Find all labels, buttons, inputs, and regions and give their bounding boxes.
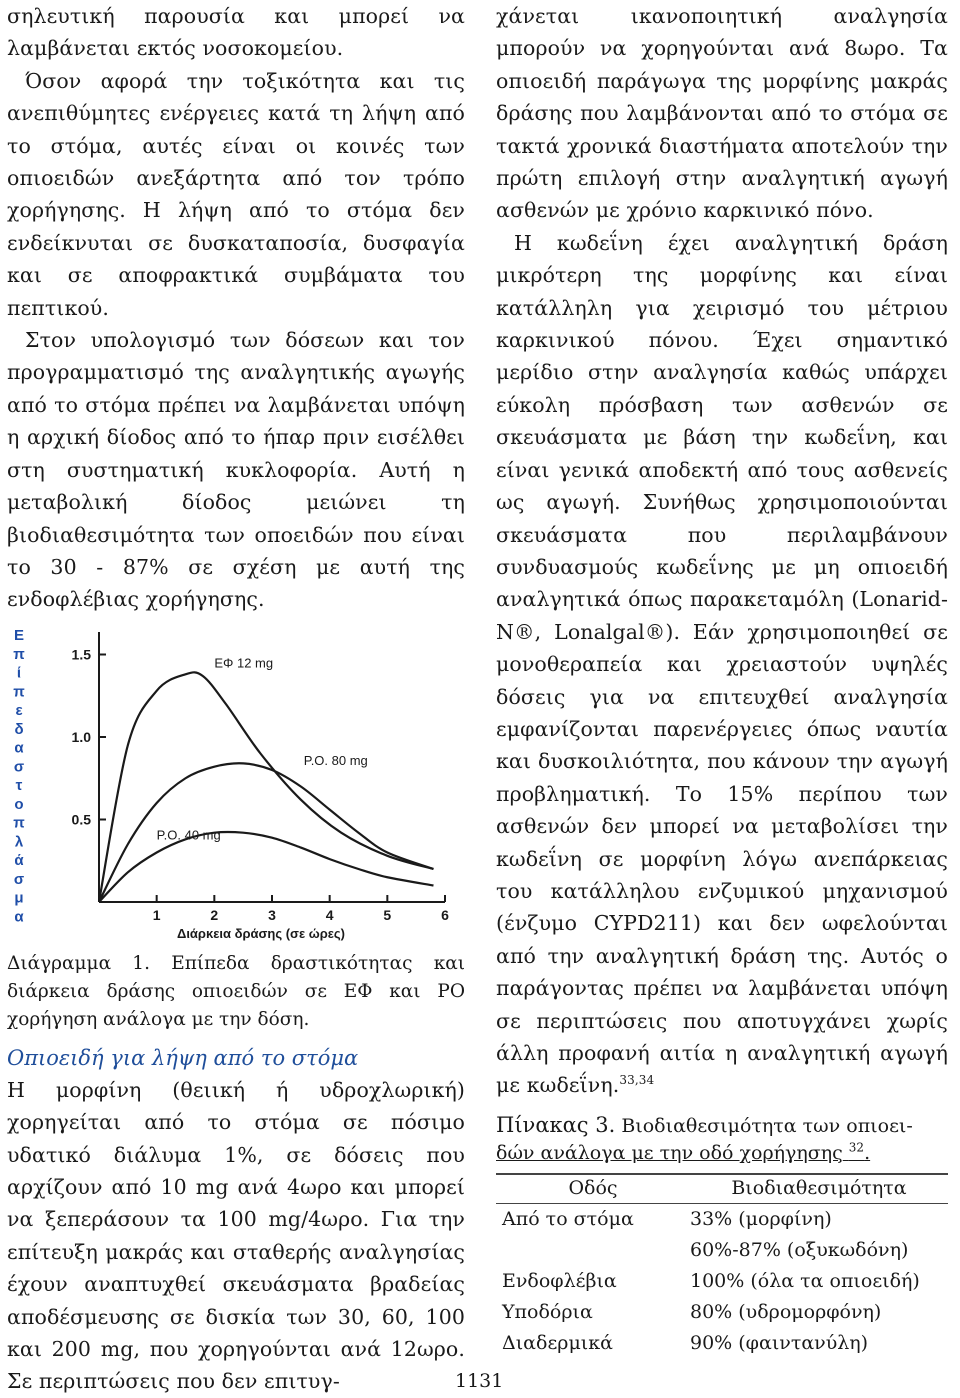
y-axis-label-letter: ά <box>14 851 24 869</box>
table-caption-text: Βιοδιαθεσιμότητα των οπιοει- <box>621 1114 913 1137</box>
right-column <box>496 0 948 1359</box>
x-axis-label: Διάρκεια δράσης (σε ώρες) <box>176 925 346 941</box>
reference-superscript: 33,34 <box>619 1073 655 1088</box>
table-caption-text-part: δών ανάλογα με την οδό χορήγησης <box>496 1141 843 1164</box>
x-tick-label: 6 <box>441 906 449 923</box>
figure-caption: Διάγραμμα 1. Επίπεδα δραστικότητας και διάρκεια δράσης οπιοειδών σε ΕΦ και PO χορήγηση ανάλογα με την δόση. <box>7 952 465 1030</box>
y-tick-label: 1.0 <box>71 728 91 745</box>
y-axis-label <box>13 627 25 925</box>
opioid-levels-chart <box>3 616 473 946</box>
x-tick-label: 4 <box>325 906 334 923</box>
paragraph: σηλευτική παρουσία και μπορεί να λαμβάνεται εκτός νοσοκομείου. <box>7 4 465 61</box>
table-cell: 60%-87% (οξυκωδόνη) <box>690 1238 909 1261</box>
reference-superscript: 32 <box>848 1140 865 1155</box>
table-cell: Ενδοφλέβια <box>502 1269 617 1292</box>
table-cell <box>496 1235 690 1266</box>
x-tick-label: 2 <box>210 906 219 923</box>
table-cell: Υποδόρια <box>502 1300 593 1323</box>
x-tick-label: 5 <box>383 906 392 923</box>
y-axis-label-letter: τ <box>15 776 23 794</box>
page-number: 1131 <box>455 1370 504 1392</box>
table-cell: Διαδερμικά <box>502 1331 613 1354</box>
y-axis-label-letter: α <box>14 907 24 925</box>
table-row <box>496 1266 948 1297</box>
table-cell: Από το στόμα <box>502 1207 634 1230</box>
table-cell: 33% (μορφίνη) <box>690 1207 832 1230</box>
series-label: P.O. 80 mg <box>303 752 368 768</box>
table-row <box>496 1235 948 1266</box>
paragraph: Όσον αφορά την τοξικότητα και τις ανεπιθύμητες ενέργειες κατά τη λήψη από το στόμα, αυτές είναι οι κοινές των οπιοειδών ανεξάρτητα από τον τρόπο χορήγησης. Η λήψη από το στόμα δεν ενδείκνυται σε δυσκαταποσία, δυσφαγία και σε αποφρακτικά συμβάματα του πεπτικού. <box>7 68 465 320</box>
paragraph-text: Η κωδεΐνη έχει αναλγητική δράση μικρότερη της μορφίνης και είναι κατάλληλη για χειρισμό του μέτριου καρκινικού πόνου. Έχει σημαντικό μερίδιο στην αναλγησία καθώς υπάρχει εύκολη πρόσβαση των ασθενών σε σκευάσματα με βάση την κωδεΐνη, και είναι γενικά αποδεκτή από τους ασθενείς ως αγωγή. Συνήθως χρησιμοποιούνται σκευάσματα που περιλαμβάνουν συνδυασμούς κωδεΐνης με μη οπιοειδή αναλγητικά όπως παρακεταμόλη (Lonarid-N®, Lonalgal®). Εάν χρησιμοποιηθεί σε μονοθεραπεία και χρειαστούν υψηλές δόσεις για να επιτευχθεί αναλγησία εμφανίζονται παρενέργειες όπως ναυτία και δυσκοιλιότητα, που κάνουν την αγωγή προβληματική. Το 15% περίπου των ασθενών δεν μπορεί να μεταβολίσει την κωδεΐνη σε μορφίνη λόγω ανεπάρκειας του κατάλληλου ενζυμικού μηχανισμού (ένζυμο CYPD211) και δεν ωφελούνται από την αναλγητική δράση της. Αυτός ο παράγοντας πρέπει να λαμβάνεται υπόψη σε περιπτώσεις που αποτυγχάνει χωρίς άλλη προφανή αιτία η αναλγητική αγωγή με κωδεΐνη. <box>496 230 948 1098</box>
bioavailability-table <box>496 1173 948 1359</box>
table-row <box>496 1203 948 1235</box>
left-column <box>7 0 465 1398</box>
column-header: Βιοδιαθεσιμότητα <box>690 1174 948 1204</box>
table-caption <box>496 1112 948 1167</box>
table-caption-text <box>496 1142 870 1164</box>
y-axis-label-letter: π <box>13 814 25 832</box>
paragraph: Στον υπολογισμό των δόσεων και τον προγραμματισμό της αναλγητικής αγωγής από το στόμα πρέπει να λαμβάνεται υπόψη η αρχική δίοδος από το ήπαρ πριν εισέλθει στη συστηματική κυκλοφορία. Αυτή η μεταβολική δίοδος μειώνει τη βιοδιαθεσιμότητα των οποειδών που είναι το 30 - 87% σε σχέση με αυτή της ενδοφλέβιας χορήγησης. <box>7 328 465 612</box>
y-axis-label-letter: ε <box>15 701 23 719</box>
table-caption-lead: Πίνακας 3. <box>496 1112 616 1137</box>
y-tick-label: 0.5 <box>71 811 91 828</box>
y-tick-label: 1.5 <box>71 646 91 663</box>
y-axis-label-letter: Ε <box>13 626 25 644</box>
y-axis-label-letter: λ <box>14 832 24 850</box>
series-label: ΕΦ 12 mg <box>214 655 274 671</box>
section-heading: Οπιοειδή για λήψη από το στόμα <box>7 1045 359 1070</box>
table-row <box>496 1328 948 1359</box>
series-line <box>99 832 433 902</box>
x-tick-label: 1 <box>152 906 161 923</box>
table-cell: 100% (όλα τα οπιοειδή) <box>690 1269 920 1292</box>
y-axis-label-letter: α <box>14 739 24 757</box>
chart-figure <box>3 616 473 946</box>
table-caption-dot: . <box>864 1141 871 1164</box>
table-cell: 90% (φαιντανύλη) <box>690 1331 869 1354</box>
paragraph: χάνεται ικανοποιητική αναλγησία μπορούν να χορηγούνται ανά 8ωρο. Τα οπιοειδή παράγωγα της μορφίνης μακράς δράσης που λαμβάνονται από το στόμα σε τακτά χρονικά διαστήματα αποτελούν την πρώτη επιλογή στην αναλγητική αγωγή ασθενών με χρόνιο καρκινικό πόνο. <box>496 4 948 223</box>
y-axis-label-letter: ο <box>14 795 24 813</box>
series-line <box>99 672 433 902</box>
y-axis-label-letter: σ <box>13 757 25 775</box>
series-line <box>99 763 433 902</box>
y-axis-label-letter: ί <box>16 664 22 682</box>
paragraph <box>496 227 948 1102</box>
column-header: Οδός <box>496 1174 690 1204</box>
y-axis-label-letter: π <box>13 682 25 700</box>
paragraph: Η μορφίνη (θειική ή υδροχλωρική) χορηγείται από το στόμα σε πόσιμο υδατικό διάλυμα 1%, σε δόσεις που αρχίζουν από 10 mg ανά 4ωρο και μπορεί να ξεπεράσουν τα 100 mg/4ωρο. Για την επίτευξη μακράς και σταθερής αναλγησίας έχουν αναπτυχθεί σκευάσματα βραδείας αποδέσμευσης σε δισκία των 30, 60, 100 και 200 mg, που χορηγούνται ανά 12ωρο. Σε περιπτώσεις που δεν επιτυγ- <box>7 1077 465 1394</box>
y-axis-label-letter: μ <box>14 889 24 907</box>
x-tick-label: 3 <box>268 906 276 923</box>
table-cell: 80% (υδρομορφόνη) <box>690 1300 882 1323</box>
y-axis-label-letter: π <box>13 645 25 663</box>
table-header-row <box>496 1174 948 1204</box>
y-axis-label-letter: σ <box>13 870 25 888</box>
table-row <box>496 1297 948 1328</box>
chart-series <box>99 672 433 902</box>
y-axis-label-letter: δ <box>14 720 24 738</box>
series-label: P.O. 40 mg <box>156 827 221 843</box>
